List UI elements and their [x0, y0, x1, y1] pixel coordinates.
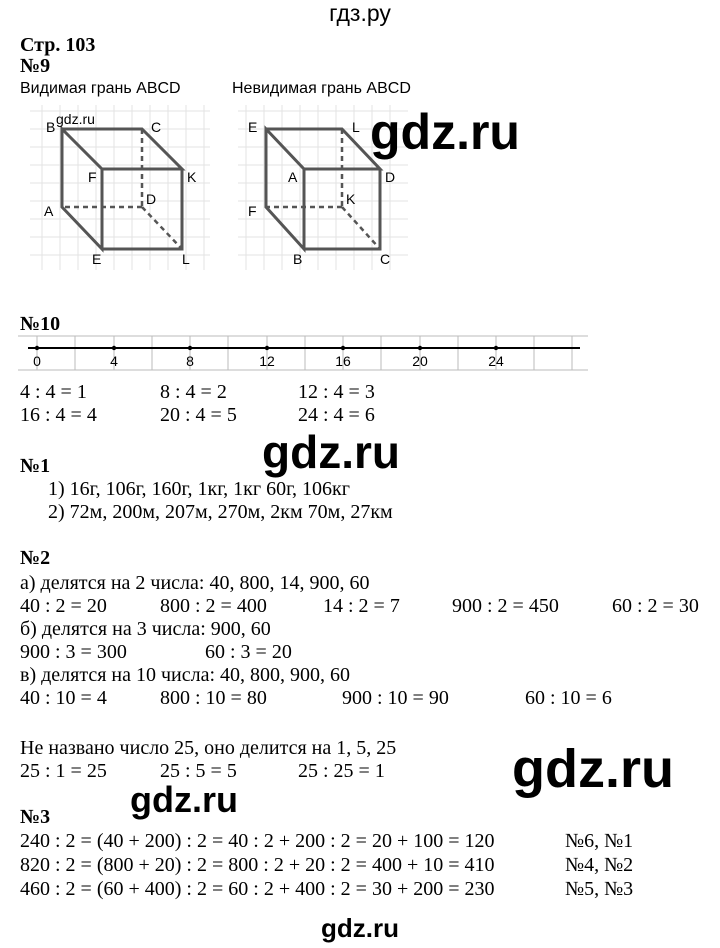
- equation: 25 : 1 = 25: [20, 760, 107, 782]
- tick-label-24: 24: [488, 353, 504, 369]
- page-number: Стр. 103: [20, 34, 96, 56]
- equation: 25 : 5 = 5: [160, 760, 237, 782]
- vertex-label-b: B: [46, 119, 56, 135]
- vertex-label-a: A: [288, 169, 298, 185]
- exercise-reference: №5, №3: [565, 878, 634, 900]
- equation: 40 : 10 = 4: [20, 687, 107, 709]
- tick-label-4: 4: [110, 353, 118, 369]
- task2-number: №2: [20, 547, 51, 569]
- watermark-4: gdz.ru: [130, 779, 238, 820]
- equation: 14 : 2 = 7: [323, 595, 400, 617]
- watermark-5: gdz.ru: [321, 913, 399, 943]
- equation: 60 : 3 = 20: [205, 641, 292, 663]
- task1-line-1: 1) 16г, 106г, 160г, 1кг, 1кг 60г, 106кг: [48, 478, 350, 500]
- vertex-label-a: A: [44, 203, 54, 219]
- task9-left-caption: Видимая грань ABCD: [20, 80, 181, 97]
- watermark-3: gdz.ru: [512, 739, 674, 799]
- tick-label-16: 16: [335, 353, 351, 369]
- task2-v-text: в) делятся на 10 числа: 40, 800, 900, 60: [20, 664, 351, 686]
- equation: 800 : 10 = 80: [160, 687, 267, 709]
- vertex-label-d: D: [385, 169, 396, 185]
- equation: 240 : 2 = (40 + 200) : 2 = 40 : 2 + 200 : 2 = 20 + 100 = 120: [20, 830, 495, 852]
- task10-number: №10: [20, 313, 61, 335]
- equation: 800 : 2 = 400: [160, 595, 267, 617]
- vertex-label-c: C: [151, 119, 162, 135]
- equation: 25 : 25 = 1: [298, 760, 385, 782]
- watermark-2: gdz.ru: [262, 426, 400, 478]
- left-cube-figure: [30, 105, 210, 270]
- task9-number: №9: [20, 55, 51, 77]
- equation: 4 : 4 = 1: [20, 381, 87, 403]
- equation: 60 : 10 = 6: [525, 687, 612, 709]
- tick-label-20: 20: [412, 353, 428, 369]
- equation: 820 : 2 = (800 + 20) : 2 = 800 : 2 + 20 : 2 = 400 + 10 = 410: [20, 854, 495, 876]
- cube-watermark: gdz.ru: [56, 111, 95, 127]
- vertex-label-k: K: [346, 191, 356, 207]
- watermark-1: gdz.ru: [370, 104, 520, 160]
- equation: 12 : 4 = 3: [298, 381, 375, 403]
- equation: 460 : 2 = (60 + 400) : 2 = 60 : 2 + 400 : 2 = 30 + 200 = 230: [20, 878, 495, 900]
- equation: 40 : 2 = 20: [20, 595, 107, 617]
- equation: 24 : 4 = 6: [298, 404, 375, 426]
- vertex-label-e: E: [92, 251, 102, 267]
- vertex-label-e: E: [248, 119, 258, 135]
- equation: 16 : 4 = 4: [20, 404, 97, 426]
- vertex-label-c: C: [380, 251, 391, 267]
- tick-label-0: 0: [33, 353, 41, 369]
- exercise-reference: №4, №2: [565, 854, 634, 876]
- vertex-label-d: D: [146, 191, 157, 207]
- task1-line-2: 2) 72м, 200м, 207м, 270м, 2км 70м, 27км: [48, 501, 393, 523]
- task2-note: Не названо число 25, оно делится на 1, 5, 25: [20, 737, 397, 759]
- equation: 20 : 4 = 5: [160, 404, 237, 426]
- task2-a-text: а) делятся на 2 числа: 40, 800, 14, 900, 60: [20, 572, 370, 594]
- tick-label-8: 8: [186, 353, 194, 369]
- equation: 900 : 2 = 450: [452, 595, 559, 617]
- task9-right-caption: Невидимая грань ABCD: [232, 80, 411, 97]
- vertex-label-l: L: [182, 251, 190, 267]
- equation: 8 : 4 = 2: [160, 381, 227, 403]
- vertex-label-b: B: [293, 251, 303, 267]
- task3-number: №3: [20, 806, 51, 828]
- vertex-label-k: K: [187, 169, 197, 185]
- task1-number: №1: [20, 455, 51, 477]
- number-line: [18, 335, 588, 371]
- tick-label-12: 12: [259, 353, 275, 369]
- vertex-label-l: L: [352, 119, 360, 135]
- equation: 60 : 2 = 30: [612, 595, 699, 617]
- task2-b-text: б) делятся на 3 числа: 900, 60: [20, 618, 271, 640]
- exercise-reference: №6, №1: [565, 830, 634, 852]
- vertex-label-f: F: [88, 169, 97, 185]
- site-title: гдз.ру: [329, 0, 391, 26]
- equation: 900 : 10 = 90: [342, 687, 449, 709]
- vertex-label-f: F: [248, 203, 257, 219]
- equation: 900 : 3 = 300: [20, 641, 127, 663]
